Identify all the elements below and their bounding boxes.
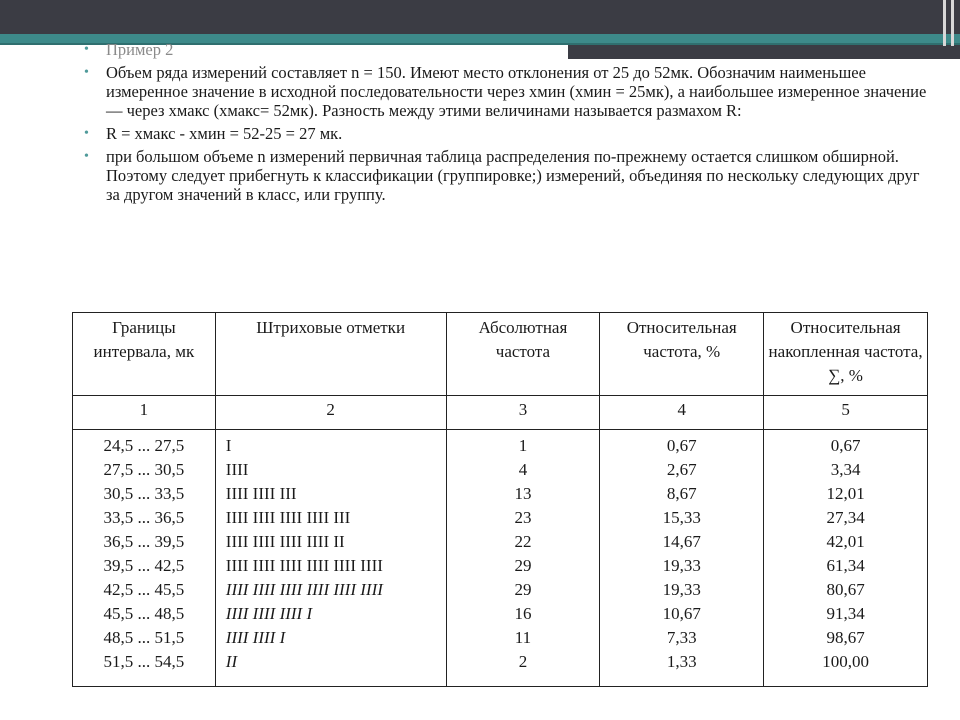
- table-cell-line: 22: [514, 532, 532, 551]
- table-cell-line: 2,67: [666, 460, 697, 479]
- bullet-text: Пример 2: [106, 40, 174, 59]
- bullet-dot-icon: •: [84, 65, 89, 80]
- bullet-text: R = xмакс - xмин = 52-25 = 27 мк.: [106, 124, 343, 143]
- table-cell-line: IIII IIII III: [225, 484, 297, 503]
- table-cell-line: 27,34: [826, 508, 865, 527]
- header-interval: Границы интервала, мк: [73, 313, 216, 396]
- table-cell-line: 36,5 ... 39,5: [103, 532, 185, 551]
- relative-cell: [600, 430, 764, 687]
- table-cell-line: 10,67: [662, 604, 701, 623]
- table-cell-line: 33,5 ... 36,5: [103, 508, 185, 527]
- table-cell-line: 98,67: [826, 628, 865, 647]
- table-cell-line: 42,5 ... 45,5: [103, 580, 185, 599]
- table-cell-line: 8,67: [666, 484, 697, 503]
- column-number: 2: [215, 396, 446, 430]
- frequency-table: [72, 312, 928, 687]
- table-cell-line: IIII IIII IIII IIII II: [225, 532, 345, 551]
- table-number-row: [73, 396, 928, 430]
- table-cell-line: 7,33: [666, 628, 697, 647]
- table-cell-line: IIII IIII IIII IIII IIII IIII: [225, 580, 383, 599]
- table-cell-line: 45,5 ... 48,5: [103, 604, 185, 623]
- table-cell-line: 0,67: [666, 436, 697, 455]
- table-cell-line: IIII IIII I: [225, 628, 286, 647]
- table-cell-line: 13: [514, 484, 532, 503]
- column-number: 4: [600, 396, 764, 430]
- table-cell-line: 91,34: [826, 604, 865, 623]
- column-number: 1: [73, 396, 216, 430]
- table-cell-line: 27,5 ... 30,5: [103, 460, 185, 479]
- table-cell-line: IIII: [225, 460, 249, 479]
- cumulative-cell: [764, 430, 928, 687]
- bullet-item: [84, 40, 934, 59]
- table-cell-line: 11: [514, 628, 532, 647]
- column-number: 3: [446, 396, 600, 430]
- interval-cell: [73, 430, 216, 687]
- table-cell-line: 19,33: [662, 580, 701, 599]
- table-cell-line: II: [225, 652, 238, 671]
- bullet-text: при большом объеме n измерений первичная таблица распределения по-прежнему остается слишком обширной. Поэтому следует прибегнуть к классификации (группировке;) измерений, объединяя по нескольку следующих друг за другом значений в класс, или группу.: [106, 147, 920, 204]
- table-cell-line: 19,33: [662, 556, 701, 575]
- table-cell-line: 30,5 ... 33,5: [103, 484, 185, 503]
- table-cell-line: IIII IIII IIII IIII IIII IIII: [225, 556, 383, 575]
- table-cell-line: 12,01: [826, 484, 865, 503]
- header-cumulative: Относительная накопленная частота, ∑, %: [764, 313, 928, 396]
- table-header-row: [73, 313, 928, 396]
- table-cell-line: 51,5 ... 54,5: [103, 652, 185, 671]
- table-cell-line: 23: [514, 508, 532, 527]
- bullet-item: [84, 63, 934, 120]
- bullet-item: [84, 124, 934, 143]
- bullet-text: Объем ряда измерений составляет n = 150. Имеют место отклонения от 25 до 52мк. Обозначим наименьшее измеренное значение в исходной последовательности через xмин (xмин = 25мк), а наибольшее измеренное значение — через xмакс (xмакс= 52мк). Разность между этими величинами называется размахом R:: [106, 63, 927, 120]
- table-cell-line: 29: [514, 580, 532, 599]
- table-data-row: [73, 430, 928, 687]
- table-cell-line: 4: [518, 460, 528, 479]
- table-cell-line: 48,5 ... 51,5: [103, 628, 185, 647]
- table-cell-line: 0,67: [830, 436, 861, 455]
- table-cell-line: 15,33: [662, 508, 701, 527]
- table-cell-line: 16: [514, 604, 532, 623]
- bullet-dot-icon: •: [84, 149, 89, 164]
- table-cell-line: 1,33: [666, 652, 697, 671]
- table-cell-line: 1: [518, 436, 528, 455]
- table-cell-line: 80,67: [826, 580, 865, 599]
- column-number: 5: [764, 396, 928, 430]
- table-cell-line: 14,67: [662, 532, 701, 551]
- slide-top-bar: [0, 0, 960, 34]
- table-cell-line: 3,34: [830, 460, 861, 479]
- absolute-cell: [446, 430, 600, 687]
- header-relative: Относительная частота, %: [600, 313, 764, 396]
- table-cell-line: I: [225, 436, 232, 455]
- table-cell-line: 29: [514, 556, 532, 575]
- bullet-dot-icon: •: [84, 126, 89, 141]
- header-absolute: Абсолютная частота: [446, 313, 600, 396]
- table-cell-line: 2: [518, 652, 528, 671]
- tally-cell: [215, 430, 446, 687]
- table-cell-line: 100,00: [822, 652, 869, 671]
- header-tally: Штриховые отметки: [215, 313, 446, 396]
- table-cell-line: 39,5 ... 42,5: [103, 556, 185, 575]
- bullet-item: [84, 147, 934, 204]
- table-cell-line: 42,01: [826, 532, 865, 551]
- table-cell-line: 61,34: [826, 556, 865, 575]
- table-cell-line: 24,5 ... 27,5: [103, 436, 185, 455]
- table-cell-line: IIII IIII IIII IIII III: [225, 508, 351, 527]
- bullet-list: [84, 40, 934, 208]
- bullet-dot-icon: •: [84, 42, 89, 57]
- table-cell-line: IIII IIII IIII I: [225, 604, 313, 623]
